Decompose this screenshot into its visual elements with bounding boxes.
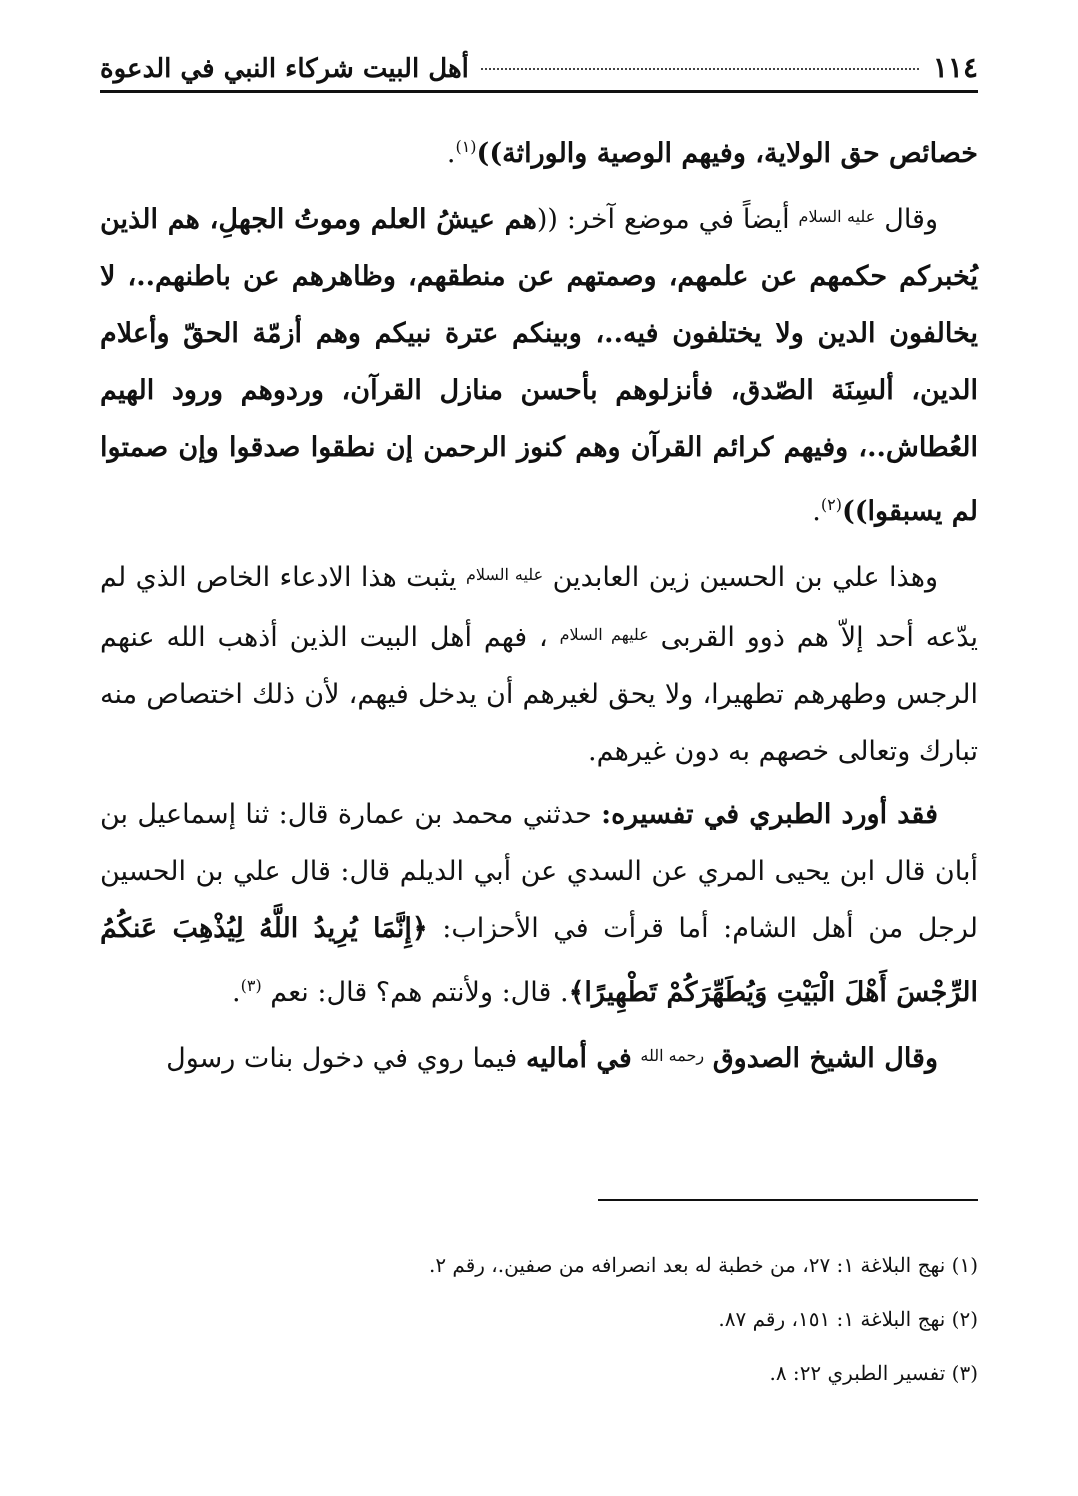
footnotes xyxy=(100,1238,978,1400)
page-number: ١١٤ xyxy=(932,51,978,84)
main-text xyxy=(100,118,978,1093)
paragraph-1: خصائص حق الولاية، وفيهم الوصية والوراثة))$^{(١)}$. xyxy=(446,137,978,169)
paragraph-5 xyxy=(100,1027,978,1087)
footnote-ref-3[interactable]: (٣) xyxy=(240,976,262,995)
honorific-glyph: عليه السلام xyxy=(798,207,876,226)
p2-quote: هم عيشُ العلم وموتُ الجهلِ، هم الذين يُخبركم حكمهم عن علمهم، وصمتهم عن منطقهم، وظاهرهم عن باطنهم..، لا يخالفون الدين ولا يختلفون فيه..، وبينكم عترة نبيكم وهم أزمّة الحقّ وأعلام الدين، ألسِنَة الصّدق، فأنزلوهم بأحسن منازل القرآن، وردوهم ورود الهيم العُطاش..، وفيهم كرائم القرآن وهم كنوز الرحمن إن نطقوا صدقوا وإن صمتوا لم يسبقوا)) xyxy=(100,204,978,527)
p5-bold-lead: وقال الشيخ الصدوق xyxy=(712,1043,938,1074)
honorific-glyph: رحمه الله xyxy=(640,1046,705,1065)
p4-after: . قال: ولأنتم هم؟ قال: نعم xyxy=(270,977,569,1008)
p5-bold-mid: في أماليه xyxy=(525,1043,632,1074)
footnote-ref-2[interactable]: (٢) xyxy=(820,495,842,514)
paragraph-4: فقد أورد الطبري في تفسيره: حدثني محمد بن عمارة قال: ثنا إسماعيل بن أبان قال ابن يحيى المري عن السدي عن أبي الديلم قال: قال علي بن الحسين لرجل من أهل الشام: أما قرأت في الأحزاب: ﴿إِنَّمَا يُرِيدُ اللَّهُ لِيُذْهِبَ عَنكُمُ الرِّجْسَ أَهْلَ الْبَيْتِ وَيُطَهِّرَكُمْ تَطْهِيرًا﴾. قال: ولأنتم هم؟ قال: نعم $^{(٣)}$. xyxy=(100,799,978,1008)
p4-text: حدثني محمد بن عمارة قال: ثنا إسماعيل بن أبان قال ابن يحيى المري عن السدي عن أبي الديلم قال: قال علي بن الحسين لرجل من أهل الشام: أما قرأت في الأحزاب: xyxy=(100,799,978,944)
footnote-ref-1[interactable]: (١) xyxy=(455,137,477,156)
honorific-glyph: عليه السلام xyxy=(465,565,544,584)
paragraph-3 xyxy=(100,546,978,780)
running-title: أهل البيت شركاء النبي في الدعوة xyxy=(100,54,469,84)
quran-verse: ﴿إِنَّمَا يُرِيدُ اللَّهُ لِيُذْهِبَ عَنكُمُ الرِّجْسَ أَهْلَ الْبَيْتِ وَيُطَهِّرَكُمْ تَطْهِيرًا﴾ xyxy=(100,913,978,1008)
p2-lead: وقال xyxy=(884,204,938,235)
header-dot-leader xyxy=(481,68,919,70)
honorific-glyph: عليهم السلام xyxy=(559,625,649,644)
header-rule xyxy=(100,90,978,93)
page-header xyxy=(100,34,978,84)
footnote-3: (٣) تفسير الطبري ٢٢: ٨. xyxy=(769,1361,978,1385)
p2-mid: أيضاً في موضع آخر: (( xyxy=(536,204,790,235)
p5-rest: فيما روي في دخول بنات رسول xyxy=(166,1043,518,1074)
paragraph-2: وقال $^{عليه السلام}$ أيضاً في موضع آخر: ((هم عيشُ العلم وموتُ الجهلِ، هم الذين يُخبركم حكمهم عن علمهم، وصمتهم عن منطقهم، وظاهرهم عن باطنهم..، لا يخالفون الدين ولا يختلفون فيه..، وبينكم عترة نبيكم وهم أزمّة الحقّ وأعلام الدين، ألسِنَة الصّدق، فأنزلوهم بأحسن منازل القرآن، وردوهم ورود الهيم العُطاش..، وفيهم كرائم القرآن وهم كنوز الرحمن إن نطقوا صدقوا وإن صمتوا لم يسبقوا))$^{(٢)}$. xyxy=(100,204,978,527)
p3-mid: يثبت هذا الادعاء الخاص الذي لم يدّعه أحد إلاّ هم ذوو القربى xyxy=(100,562,979,653)
footnote-2: (٢) نهج البلاغة ١: ١٥١، رقم ٨٧. xyxy=(718,1307,978,1331)
p1-text: خصائص حق الولاية، وفيهم الوصية والوراثة)) xyxy=(476,138,978,169)
p3-lead: وهذا علي بن الحسين زين العابدين xyxy=(552,562,938,593)
footnote-separator xyxy=(598,1199,978,1201)
footnote-1: (١) نهج البلاغة ١: ٢٧، من خطبة له بعد انصرافه من صفين.، رقم ٢. xyxy=(428,1253,978,1277)
p4-bold-lead: فقد أورد الطبري في تفسيره: xyxy=(601,799,938,830)
p3-rest: ، فهم أهل البيت الذين أذهب الله عنهم الرجس وطهرهم تطهيرا، ولا يحق لغيرهم أن يدخل فيهم، لأن ذلك اختصاص منه تبارك وتعالى خصهم به دون غيرهم. xyxy=(100,622,978,767)
